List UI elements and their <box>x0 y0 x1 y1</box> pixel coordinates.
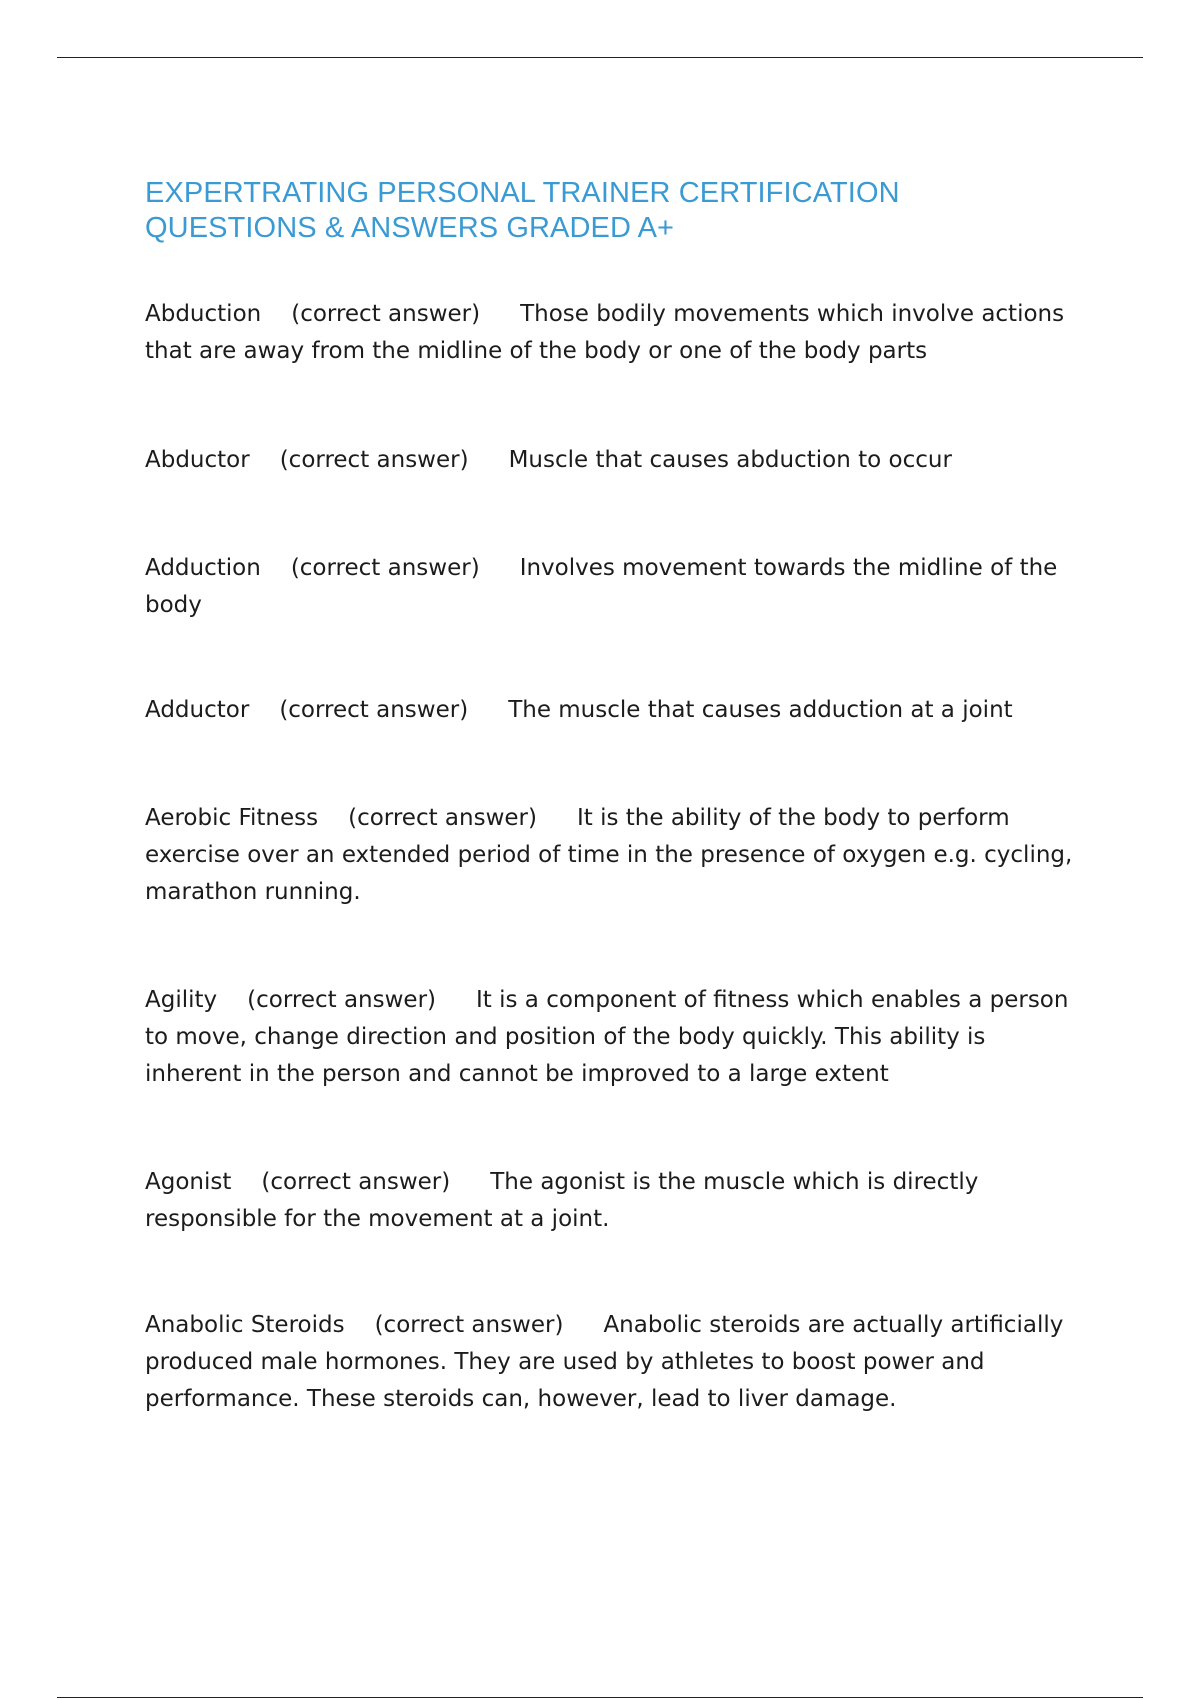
definition: It is the ability of the body to perform exercise over an extended period of time in the presence of oxygen e.g. cycling, marathon running. <box>145 805 1073 905</box>
term: Aerobic Fitness <box>145 805 319 831</box>
term: Abduction <box>145 301 262 327</box>
definition: The agonist is the muscle which is directly responsible for the movement at a joint. <box>145 1169 979 1232</box>
title-line-2: QUESTIONS & ANSWERS GRADED A+ <box>145 212 675 244</box>
list-item <box>145 692 1085 729</box>
answer-tag: (correct answer) <box>291 301 481 327</box>
answer-tag: (correct answer) <box>279 447 469 473</box>
definition: Involves movement towards the midline of the body <box>145 555 1058 618</box>
answer-tag: (correct answer) <box>374 1312 564 1338</box>
definition: Anabolic steroids are actually artificially produced male hormones. They are used by athletes to boost power and performance. These steroids can, however, lead to liver damage. <box>145 1312 1064 1412</box>
term: Agility <box>145 987 218 1013</box>
definition: The muscle that causes adduction at a joint <box>508 697 1013 723</box>
bottom-rule <box>57 1697 1143 1698</box>
page-title <box>145 176 1125 246</box>
answer-tag: (correct answer) <box>348 805 537 831</box>
term: Adduction <box>145 555 261 581</box>
list-item <box>145 550 1085 624</box>
answer-tag: (correct answer) <box>279 697 469 723</box>
answer-tag: (correct answer) <box>261 1169 451 1195</box>
list-item <box>145 442 1085 479</box>
top-rule <box>57 57 1143 58</box>
definition: Muscle that causes abduction to occur <box>508 447 952 473</box>
list-item <box>145 1164 1085 1238</box>
answer-tag: (correct answer) <box>247 987 437 1013</box>
answer-tag: (correct answer) <box>290 555 480 581</box>
list-item <box>145 800 1085 911</box>
term: Anabolic Steroids <box>145 1312 345 1338</box>
title-line-1: EXPERTRATING PERSONAL TRAINER CERTIFICATION <box>145 177 900 209</box>
term: Abductor <box>145 447 250 473</box>
definition: Those bodily movements which involve actions that are away from the midline of the body or one of the body parts <box>145 301 1065 364</box>
definition: It is a component of fitness which enables a person to move, change direction and position of the body quickly. This ability is inherent in the person and cannot be improved to a large extent <box>145 987 1069 1087</box>
term: Adductor <box>145 697 250 723</box>
list-item <box>145 1307 1085 1418</box>
list-item <box>145 982 1085 1093</box>
term: Agonist <box>145 1169 232 1195</box>
list-item <box>145 296 1085 370</box>
